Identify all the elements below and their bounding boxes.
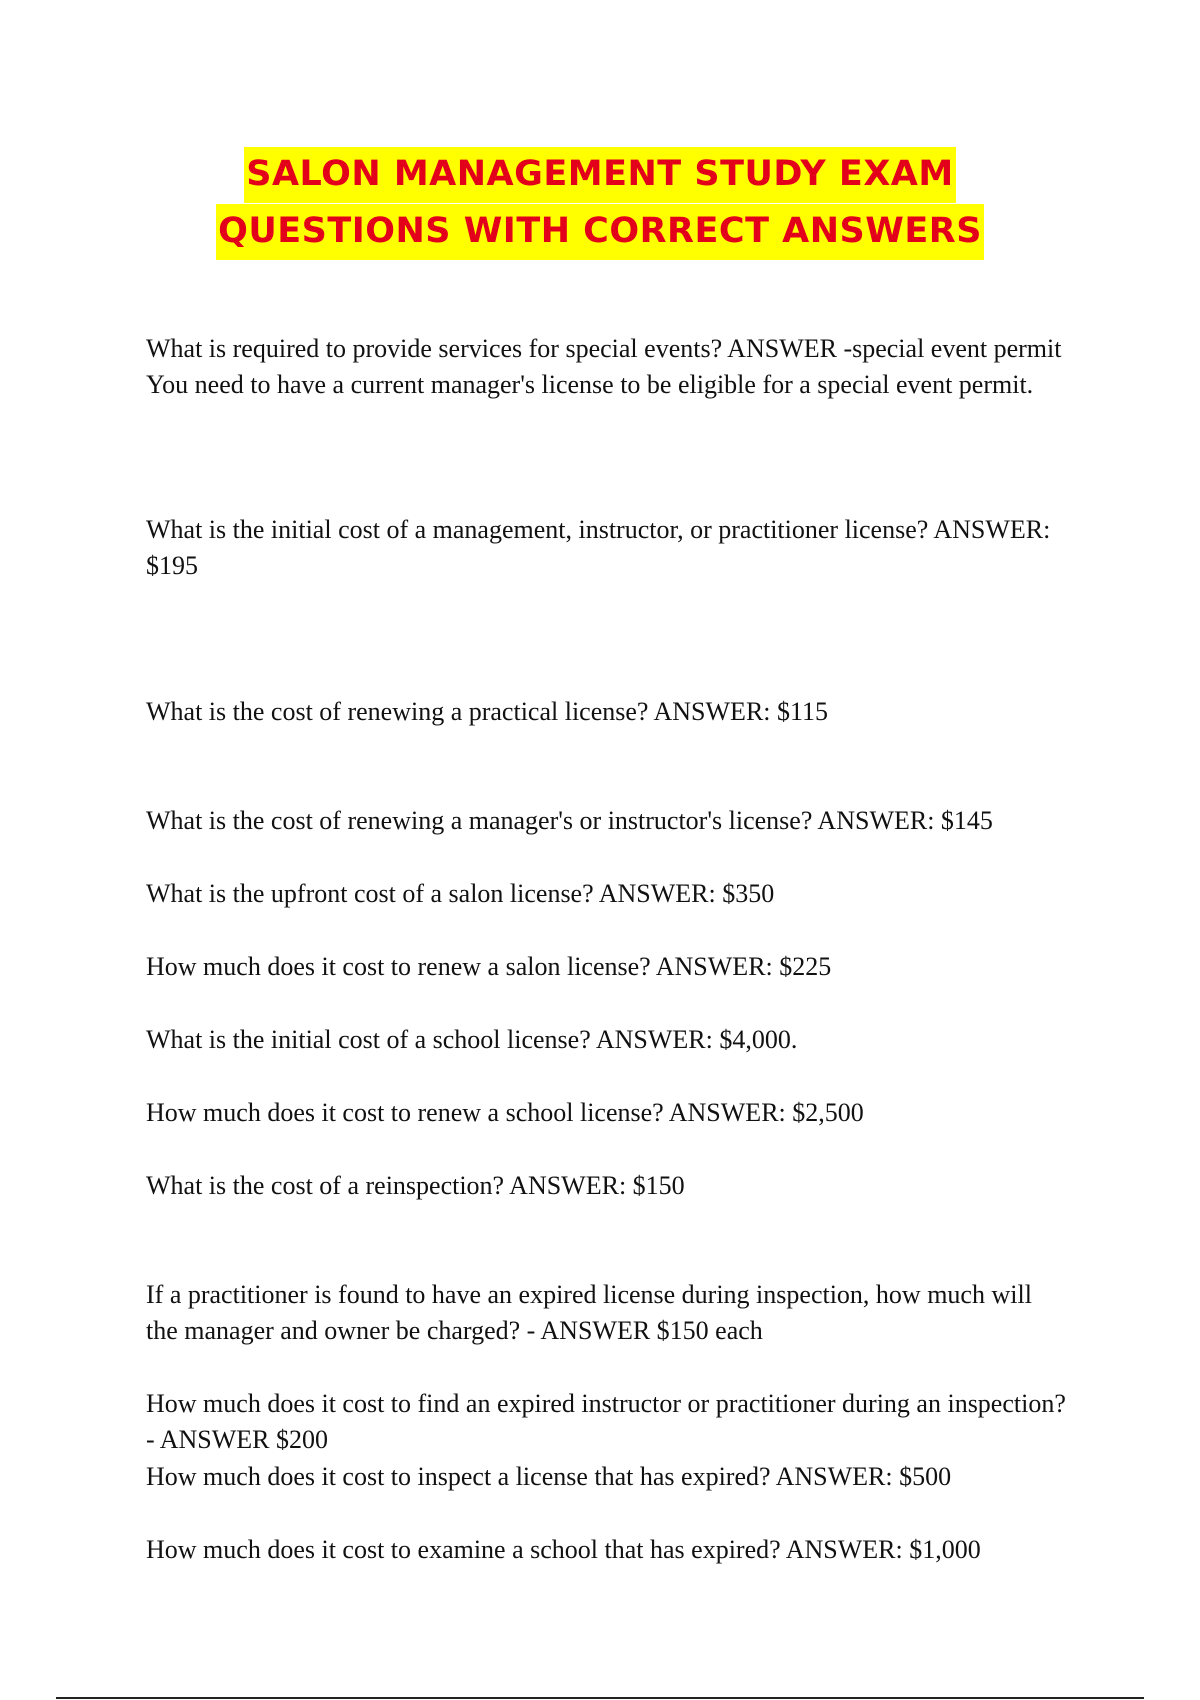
bottom-divider [56, 1697, 1144, 1699]
qa-item-school-license-cost: What is the initial cost of a school license? ANSWER: $4,000. [146, 1025, 798, 1054]
qa-item-salon-license-cost: What is the upfront cost of a salon license? ANSWER: $350 [146, 879, 775, 908]
title-line-1: SALON MANAGEMENT STUDY EXAM [244, 147, 955, 203]
qa-item-manager-instructor-renewal: What is the cost of renewing a manager's or instructor's license? ANSWER: $145 [146, 806, 993, 835]
qa-item-school-renewal: How much does it cost to renew a school license? ANSWER: $2,500 [146, 1098, 864, 1127]
qa-item-salon-renewal: How much does it cost to renew a salon license? ANSWER: $225 [146, 952, 832, 981]
qa-item-expired-school-exam: How much does it cost to examine a school that has expired? ANSWER: $1,000 [146, 1535, 981, 1564]
qa-item-expired-practitioner-charge: If a practitioner is found to have an expired license during inspection, how much will the manager and owner be charged? - ANSWER $150 each [146, 1280, 1032, 1345]
document-title [0, 147, 1200, 261]
qa-item-expired-instructor-cost: How much does it cost to find an expired instructor or practitioner during an inspection? - ANSWER $200 [146, 1389, 1066, 1454]
qa-item-initial-license-cost: What is the initial cost of a management, instructor, or practitioner license? ANSWER: $195 [146, 515, 1051, 580]
title-line-2: QUESTIONS WITH CORRECT ANSWERS [216, 204, 984, 260]
qa-item-expired-license-inspection: How much does it cost to inspect a license that has expired? ANSWER: $500 [146, 1462, 952, 1491]
qa-item-practical-renewal: What is the cost of renewing a practical license? ANSWER: $115 [146, 697, 829, 726]
qa-item-reinspection-cost: What is the cost of a reinspection? ANSWER: $150 [146, 1171, 685, 1200]
qa-item-special-event-permit: What is required to provide services for special events? ANSWER -special event permit You need to have a current manager's license to be eligible for a special event permit. [146, 334, 1062, 399]
